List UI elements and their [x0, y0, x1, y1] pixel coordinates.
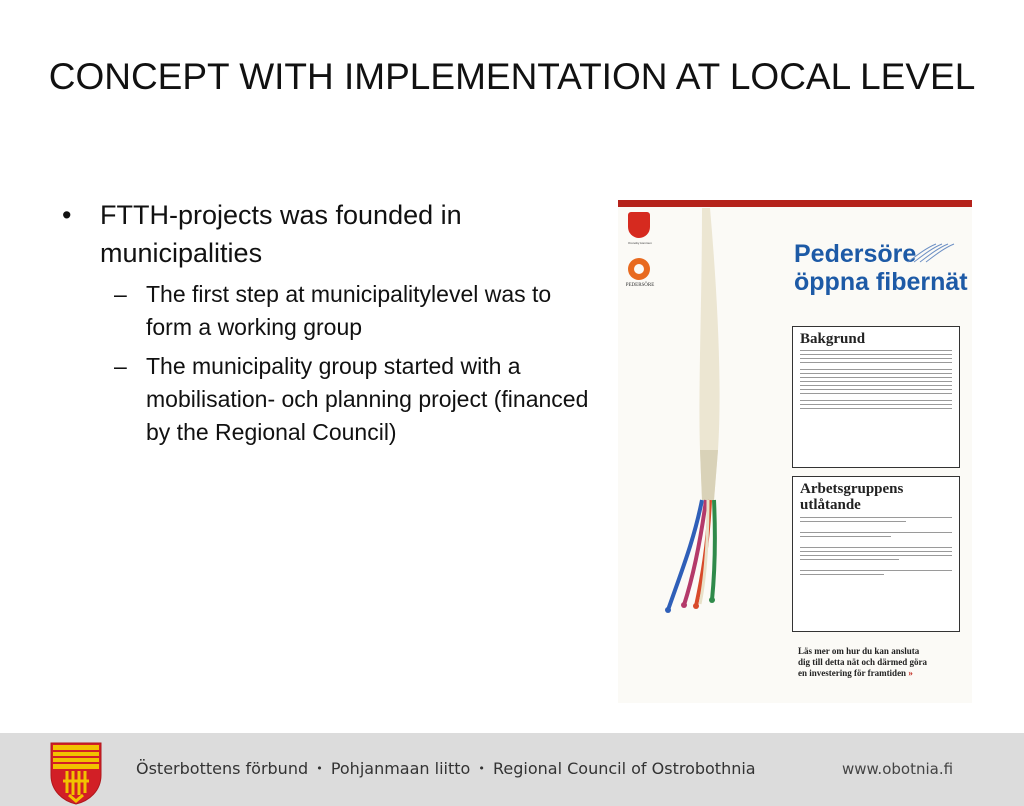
bullet-text: FTTH-projects was founded in municipalities — [100, 200, 462, 268]
footer-organisation — [136, 759, 756, 779]
footer-org-sv: Österbottens förbund — [136, 759, 309, 778]
footer-bar — [0, 733, 1024, 806]
poster-brand-line2: öppna fibernät — [794, 268, 968, 296]
municipality-crest-logo — [628, 212, 650, 238]
footer-org-en: Regional Council of Ostrobothnia — [493, 759, 756, 778]
coat-of-arms-icon — [49, 741, 103, 805]
bullet-dot: • — [62, 200, 72, 230]
arrow-icon: » — [908, 668, 913, 678]
card-heading: Arbetsgruppens utlåtande — [800, 481, 904, 513]
footer-separator: • — [316, 762, 323, 775]
poster-image — [618, 200, 972, 703]
card-heading: Bakgrund — [800, 331, 866, 347]
logo-caption: PEDERSÖRE — [625, 283, 655, 288]
sub-bullet-item — [62, 350, 602, 449]
sub-bullet-text: The first step at municipalitylevel was to form a working group — [146, 281, 552, 340]
slide-title: CONCEPT WITH IMPLEMENTATION AT LOCAL LEVEL — [48, 56, 976, 97]
bullet-item — [62, 196, 602, 272]
poster-call-to-action: Läs mer om hur du kan ansluta dig till detta nät och därmed göra en investering för framtiden » — [798, 646, 927, 678]
bakgrund-card — [792, 326, 960, 468]
sub-bullet-dash: – — [114, 353, 127, 379]
waves-icon — [906, 242, 958, 264]
footer-website-link[interactable]: www.obotnia.fi — [842, 760, 954, 778]
pedersore-logo-inner — [634, 264, 644, 274]
arbetsgruppens-card — [792, 476, 960, 632]
footer-separator: • — [478, 762, 485, 775]
footer-org-fi: Pohjanmaan liitto — [330, 759, 471, 778]
bullet-list — [62, 196, 602, 455]
logo-caption: Kronoby kommun — [628, 241, 652, 245]
sub-bullet-item — [62, 278, 602, 344]
sub-bullet-text: The municipality group started with a mobilisation- och planning project (financed by the Regional Council) — [146, 353, 589, 445]
sub-bullet-dash: – — [114, 281, 127, 307]
poster-brand-line1: Pedersöre — [794, 240, 917, 268]
